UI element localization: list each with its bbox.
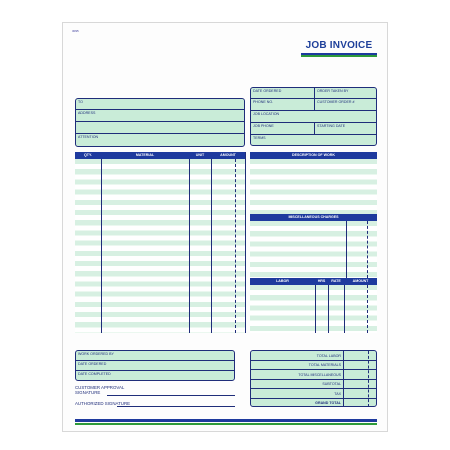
date-ordered-field[interactable]: DATE ORDERED (251, 88, 315, 99)
work-order-box (75, 350, 235, 381)
hrs-header: HRS (317, 279, 326, 284)
authorized-signature-label: AUTHORIZED SIGNATURE (75, 401, 131, 406)
job-phone-field[interactable]: JOB PHONE (251, 123, 315, 135)
form-title: JOB INVOICE (305, 40, 373, 51)
bottom-bar-blue (75, 419, 377, 422)
invoice-form (62, 22, 388, 432)
address-field[interactable]: ADDRESS (76, 110, 244, 122)
attention-field[interactable]: ATTENTION (78, 135, 99, 139)
rate-header: RATE (331, 279, 341, 284)
tax-row[interactable]: TAX (251, 389, 377, 399)
order-taken-by-field[interactable]: ORDER TAKEN BY (315, 88, 377, 99)
customer-order-field[interactable]: CUSTOMER ORDER # (315, 99, 377, 111)
title-rule-green (301, 55, 377, 57)
total-labor-row[interactable]: TOTAL LABOR (251, 351, 377, 361)
labor-col-header: LABOR (276, 279, 289, 284)
misc-charges-header: MISCELLANEOUS CHARGES (250, 214, 377, 221)
customer-address-box (75, 98, 245, 147)
totals-box (250, 350, 377, 407)
description-header: DESCRIPTION OF WORK (250, 152, 377, 159)
qty-header: QTY. (84, 153, 92, 158)
amount-header: AMOUNT (220, 153, 236, 158)
work-ordered-by-field[interactable]: WORK ORDERED BY (76, 351, 234, 361)
total-materials-row[interactable]: TOTAL MATERIALS (251, 361, 377, 371)
address-line-2[interactable] (76, 122, 244, 134)
grand-total-row[interactable]: GRAND TOTAL (315, 401, 341, 405)
customer-signature-line[interactable] (107, 395, 235, 396)
labor-header (250, 278, 377, 285)
description-area[interactable] (250, 159, 377, 214)
subtotal-row[interactable]: SUBTOTAL (251, 380, 377, 390)
job-location-field[interactable]: JOB LOCATION (251, 111, 377, 123)
terms-field[interactable]: TERMS (253, 136, 266, 140)
material-header: MATERIAL (135, 153, 155, 158)
order-info-box (250, 87, 377, 146)
materials-header (75, 152, 245, 159)
starting-date-field[interactable]: STARTING DATE (315, 123, 377, 135)
to-field[interactable]: TO (76, 99, 244, 110)
work-date-ordered-field[interactable]: DATE ORDERED (76, 361, 234, 371)
form-number: 3095 (72, 29, 79, 33)
misc-charges-rows[interactable] (250, 221, 377, 278)
total-misc-row[interactable]: TOTAL MISCELLANEOUS (251, 370, 377, 380)
labor-amount-header: AMOUNT (352, 279, 369, 284)
date-completed-field[interactable]: DATE COMPLETED (78, 372, 111, 376)
customer-approval-label: CUSTOMER APPROVAL SIGNATURE (75, 385, 125, 395)
authorized-signature-line[interactable] (117, 406, 235, 407)
labor-rows[interactable] (250, 285, 377, 333)
bottom-bar-green (75, 423, 377, 426)
unit-header: UNIT (195, 153, 205, 158)
phone-no-field[interactable]: PHONE NO. (251, 99, 315, 111)
